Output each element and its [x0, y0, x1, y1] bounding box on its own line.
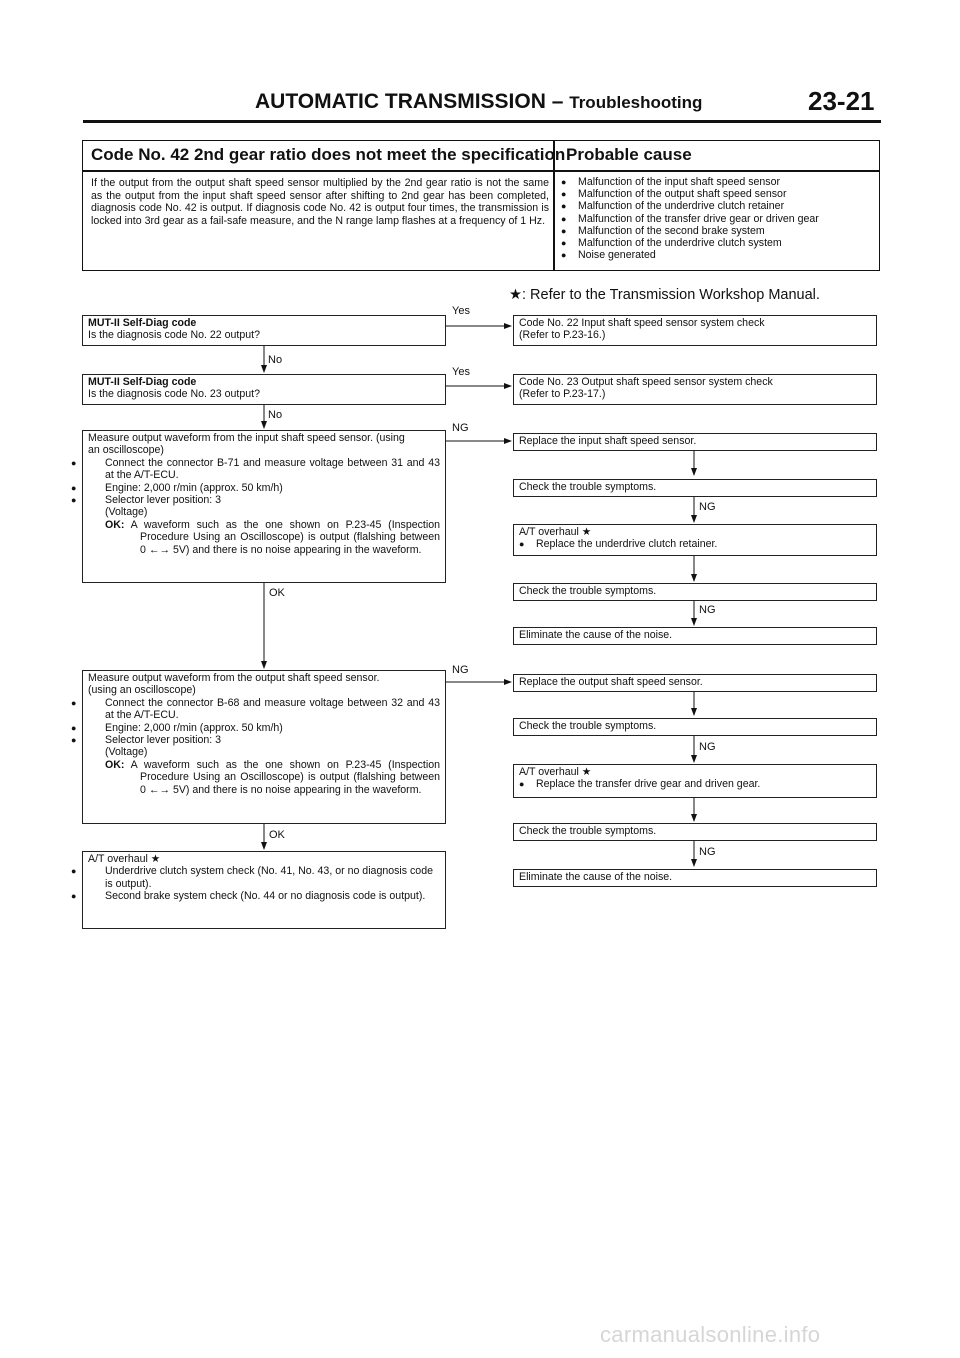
- spec-description: If the output from the output shaft speed sensor multiplied by the 2nd gear ratio is not the same as the output from the input shaft speed sensor after shifting to 2nd gear has been completed, diagnosis code No. 42 is output. If diagnosis code No. 42 is output four times, the transmission is locked into 3rd gear as a fail-safe measure, and the N range lamp flashes at a frequency of 1 Hz.: [91, 177, 549, 227]
- bullet-icon: ●: [71, 891, 77, 902]
- step3-check1-box: Check the trouble symptoms.: [513, 479, 877, 497]
- label-ng: NG: [699, 501, 716, 513]
- bullet-icon: ●: [519, 539, 525, 550]
- step4-check1-box: Check the trouble symptoms.: [513, 718, 877, 736]
- label-ng: NG: [699, 846, 716, 858]
- bullet-icon: ●: [561, 213, 567, 224]
- label-no: No: [268, 409, 283, 421]
- step3-bullet: ● Engine: 2,000 r/min (approx. 50 km/h): [71, 481, 283, 494]
- label-ng: NG: [699, 604, 716, 616]
- bullet-icon: ●: [71, 697, 77, 708]
- step3-eliminate-box: Eliminate the cause of the noise.: [513, 627, 877, 645]
- step1-yes-box: [513, 315, 877, 346]
- step4-ok: OK: A waveform such as the one shown on P.23-45 (Inspection Procedure Using an Oscilloscope) is output (flalshing between 0 ←→ 5V) and there is no noise appearing in the waveform.: [105, 758, 440, 796]
- step3-line2: an oscilloscope): [88, 444, 164, 457]
- step4-eliminate-box: Eliminate the cause of the noise.: [513, 869, 877, 887]
- step3-bullet: ● Connect the connector B-71 and measure voltage between 31 and 43 at the A/T-ECU.: [71, 456, 440, 482]
- step3-ok: OK: A waveform such as the one shown on P.23-45 (Inspection Procedure Using an Oscilloscope) is output (flalshing between 0 ←→ 5V) and there is no noise appearing in the waveform.: [105, 518, 440, 556]
- label-ok: OK: [269, 587, 285, 599]
- step5-box: [71, 851, 446, 929]
- bullet-icon: ●: [519, 779, 525, 790]
- cause-item: ● Malfunction of the input shaft speed sensor: [561, 176, 780, 188]
- step1-yes-line2: (Refer to P.23-16.): [519, 329, 606, 342]
- spec-heading: Code No. 42 2nd gear ratio does not meet the specification: [91, 145, 566, 164]
- step5-item: ● Second brake system check (No. 44 or no diagnosis code is output).: [71, 890, 426, 903]
- step4-voltage: (Voltage): [105, 746, 148, 759]
- bullet-icon: ●: [561, 238, 567, 249]
- cause-item: ● Malfunction of the transfer drive gear or driven gear: [561, 212, 819, 225]
- cause-item: ● Noise generated: [561, 249, 656, 262]
- step3-line1: Measure output waveform from the input shaft speed sensor. (using: [88, 432, 405, 444]
- step2-box: [82, 374, 446, 405]
- step1-yes-line1: Code No. 22 Input shaft speed sensor system check: [519, 317, 765, 329]
- cause-item: ● Malfunction of the underdrive clutch system: [561, 237, 782, 250]
- step3-voltage: (Voltage): [105, 506, 148, 519]
- bullet-icon: ●: [71, 866, 77, 877]
- step5-item: ● Underdrive clutch system check (No. 41, No. 43, or no diagnosis code is output).: [71, 865, 433, 890]
- step4-line2: (using an oscilloscope): [88, 684, 196, 697]
- step2-question: Is the diagnosis code No. 23 output?: [88, 388, 260, 401]
- label-ng: NG: [452, 422, 469, 434]
- step1-question: Is the diagnosis code No. 22 output?: [88, 329, 260, 342]
- title-main: AUTOMATIC TRANSMISSION: [255, 90, 546, 113]
- label-yes: Yes: [452, 305, 470, 317]
- label-ok: OK: [269, 829, 285, 841]
- step3-bullet: ● Selector lever position: 3: [71, 494, 222, 507]
- bullet-icon: ●: [561, 225, 567, 236]
- step4-bullet: ● Connect the connector B-68 and measure voltage between 32 and 43 at the A/T-ECU.: [71, 696, 440, 722]
- label-ng: NG: [452, 664, 469, 676]
- step2-yes-box: [513, 374, 877, 405]
- bullet-icon: ●: [561, 250, 567, 261]
- step1-box: [82, 315, 446, 346]
- step4-line1: Measure output waveform from the output shaft speed sensor.: [88, 672, 380, 684]
- bullet-icon: ●: [71, 495, 77, 506]
- step4-box: [71, 670, 446, 824]
- bullet-icon: ●: [561, 189, 567, 200]
- cause-item: ● Malfunction of the underdrive clutch retainer: [561, 200, 785, 213]
- step3-overhaul-box: A/T overhaul ★ ● Replace the underdrive clutch retainer.: [513, 524, 877, 556]
- step4-bullet: ● Engine: 2,000 r/min (approx. 50 km/h): [71, 721, 283, 734]
- bullet-icon: ●: [71, 482, 77, 493]
- cause-heading: Probable cause: [566, 145, 692, 164]
- cause-item: ● Malfunction of the output shaft speed sensor: [561, 188, 787, 201]
- step3-box: [71, 430, 446, 583]
- bullet-icon: ●: [71, 457, 77, 468]
- bullet-icon: ●: [71, 722, 77, 733]
- bullet-icon: ●: [561, 201, 567, 212]
- step4-overhaul-box: A/T overhaul ★ ● Replace the transfer drive gear and driven gear.: [513, 764, 877, 798]
- label-ng: NG: [699, 741, 716, 753]
- step2-yes-line1: Code No. 23 Output shaft speed sensor system check: [519, 376, 773, 388]
- step2-yes-line2: (Refer to P.23-17.): [519, 388, 606, 401]
- step1-title: MUT-II Self-Diag code: [88, 317, 197, 329]
- step3-check2-box: Check the trouble symptoms.: [513, 583, 877, 601]
- step4-bullet: ● Selector lever position: 3: [71, 734, 222, 747]
- bullet-icon: ●: [561, 177, 567, 187]
- step4-replace-box: Replace the output shaft speed sensor.: [513, 674, 877, 692]
- page-number: 23-21: [808, 86, 875, 116]
- cause-item: ● Malfunction of the second brake system: [561, 224, 765, 237]
- step2-title: MUT-II Self-Diag code: [88, 376, 197, 388]
- title-separator: –: [545, 90, 570, 113]
- step5-title: A/T overhaul ★: [88, 853, 161, 865]
- label-yes: Yes: [452, 366, 470, 378]
- bullet-icon: ●: [71, 735, 77, 746]
- star-note: ★: Refer to the Transmission Workshop Manual.: [509, 287, 820, 303]
- step4-check2-box: Check the trouble symptoms.: [513, 823, 877, 841]
- watermark: carmanualsonline.info: [600, 1322, 821, 1347]
- title-sub: Troubleshooting: [569, 93, 703, 112]
- label-no: No: [268, 354, 283, 366]
- step3-replace-box: Replace the input shaft speed sensor.: [513, 433, 877, 451]
